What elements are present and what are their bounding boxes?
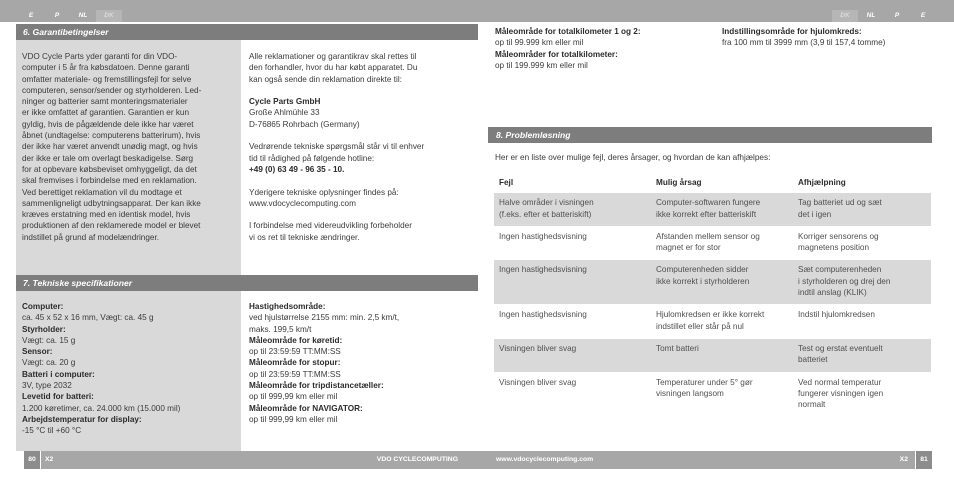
text-line: Afstanden mellem sensor og bbox=[656, 231, 760, 241]
fault-cell bbox=[494, 372, 651, 417]
column-header-fault: Fejl bbox=[499, 178, 514, 187]
cause-cell bbox=[651, 338, 793, 372]
remedy-cell bbox=[793, 338, 931, 372]
brand-name: VDO CYCLECOMPUTING bbox=[376, 456, 458, 463]
fault-cell bbox=[494, 226, 651, 260]
language-tab-dk: DK bbox=[96, 10, 122, 22]
paragraph bbox=[495, 26, 641, 71]
text-line: Tomt batteri bbox=[656, 343, 699, 353]
table-row bbox=[494, 260, 931, 305]
troubleshooting-table bbox=[494, 170, 931, 417]
text-line: Korriger sensorens og bbox=[798, 231, 879, 241]
text-line: ikke korrekt i styrholderen bbox=[656, 276, 750, 286]
text-line: Test og erstat eventuelt bbox=[798, 343, 883, 353]
text-line: 3V, type 2032 bbox=[22, 381, 72, 391]
text-line: kræves erstatning med en identisk model, hvis bbox=[22, 210, 191, 220]
text-line: Visningen bliver svag bbox=[499, 377, 577, 387]
text-line: Ved berettiget reklamation vil du modtage et bbox=[22, 187, 182, 197]
text-line: Temperaturer under 5° gør bbox=[656, 377, 753, 387]
text-line: maks. 199,5 km/t bbox=[249, 324, 312, 334]
fault-cell bbox=[494, 260, 651, 305]
text-line: D-76865 Rohrbach (Germany) bbox=[249, 119, 360, 129]
bold-text-line: Sensor: bbox=[22, 347, 53, 357]
table-row bbox=[494, 372, 931, 417]
text-line: visningen langsom bbox=[656, 388, 724, 398]
troubleshooting-intro: Her er en liste over mulige fejl, deres årsager, og hvordan de kan afhjælpes: bbox=[495, 153, 771, 162]
column-header-cause: Mulig årsag bbox=[656, 178, 702, 187]
text-line: i styrholderen og drej den bbox=[798, 276, 891, 286]
paragraph bbox=[22, 301, 180, 437]
paragraph bbox=[249, 301, 399, 425]
text-line: Yderigere tekniske oplysninger findes på: bbox=[249, 187, 399, 197]
bold-text-line: Styrholder: bbox=[22, 324, 66, 334]
text-line: computer i 5 år fra købsdatoen. Denne garanti bbox=[22, 63, 190, 73]
language-tab-nl: NL bbox=[866, 12, 876, 19]
specifications-column-2 bbox=[249, 301, 399, 425]
text-line: computeren, sensor/sender og styrholderen. Led- bbox=[22, 85, 202, 95]
text-line: Tag batteriet ud og sæt bbox=[798, 198, 882, 208]
text-line: det i igen bbox=[798, 209, 832, 219]
language-tab-dk: DK bbox=[832, 10, 858, 22]
text-line: Vægt: ca. 15 g bbox=[22, 335, 76, 345]
bold-text-line: Måleområde for stopur: bbox=[249, 358, 341, 368]
text-line: Sæt computerenheden bbox=[798, 265, 882, 275]
text-line: Ingen hastighedsvisning bbox=[499, 231, 587, 241]
remedy-cell bbox=[793, 305, 931, 339]
cause-cell bbox=[651, 226, 793, 260]
text-line: kan også sende din reklamation direkte til: bbox=[249, 74, 402, 84]
text-line: magnetens position bbox=[798, 243, 870, 253]
page-number-right: 81 bbox=[915, 451, 932, 469]
text-line: Vedrørende tekniske spørgsmål står vi til enhver bbox=[249, 142, 425, 152]
text-line: indstillet på grund af modelændringer. bbox=[22, 232, 159, 242]
text-line: ca. 45 x 52 x 16 mm, Vægt: ca. 45 g bbox=[22, 313, 154, 323]
text-line: der ikke er tale om overlagt beskadigelse. Sørg bbox=[22, 153, 194, 163]
text-line: op til 999,99 km eller mil bbox=[249, 392, 338, 402]
language-band bbox=[0, 0, 954, 22]
language-tabs-left bbox=[18, 10, 122, 22]
remedy-cell bbox=[793, 226, 931, 260]
language-tab-nl: NL bbox=[78, 12, 88, 19]
bold-text-line: Indstillingsområde for hjulomkreds: bbox=[722, 27, 862, 36]
table-row bbox=[494, 338, 931, 372]
text-line: ved hjulstørrelse 2155 mm: min. 2,5 km/t, bbox=[249, 313, 400, 323]
model-name-left: X2 bbox=[45, 456, 54, 463]
text-line: der ikke har været anvendt unødig magt, og hvis bbox=[22, 142, 198, 152]
text-line: VDO Cycle Parts yder garanti for din VDO- bbox=[22, 52, 178, 61]
remedy-cell bbox=[793, 193, 931, 226]
text-line: sammenligneligt udbytningsapparat. Der kan ikke bbox=[22, 198, 201, 208]
text-line: op til 23:59:59 TT:MM:SS bbox=[249, 369, 341, 379]
column-header-remedy: Afhjælpning bbox=[798, 178, 846, 187]
table-row bbox=[494, 226, 931, 260]
table-body bbox=[494, 193, 931, 417]
text-line: skal fremvises i forbindelse med en reklamation. bbox=[22, 176, 197, 186]
paragraph bbox=[22, 51, 201, 243]
text-line: tid til rådighed på følgende hotline: bbox=[249, 153, 375, 163]
bold-text-line: Computer: bbox=[22, 302, 64, 311]
text-line: Computer-softwaren fungere bbox=[656, 198, 761, 208]
paragraph bbox=[249, 51, 424, 85]
text-line: batteriet bbox=[798, 355, 828, 365]
language-tab-p: P bbox=[894, 12, 900, 19]
fault-cell bbox=[494, 338, 651, 372]
text-line: fungerer visningen igen bbox=[798, 388, 884, 398]
text-line: op til 199.999 km eller mil bbox=[495, 60, 588, 70]
bold-text-line: Cycle Parts GmbH bbox=[249, 97, 321, 107]
text-line: Vægt: ca. 20 g bbox=[22, 358, 76, 368]
table-header bbox=[494, 170, 931, 193]
specifications-column-1 bbox=[22, 301, 180, 437]
paragraph bbox=[722, 26, 885, 49]
text-line: Computerenheden sidder bbox=[656, 265, 749, 275]
text-line: I forbindelse med videreudvikling forbeholder bbox=[249, 221, 412, 231]
warranty-text-column-2 bbox=[249, 51, 424, 243]
text-line: op til 99.999 km eller mil bbox=[495, 38, 584, 48]
table-row bbox=[494, 193, 931, 226]
text-line: indtil anslag (KLIK) bbox=[798, 288, 867, 298]
text-line: ikke korrekt efter batteriskift bbox=[656, 209, 757, 219]
warranty-text-column-1 bbox=[22, 51, 201, 243]
language-tab-e: E bbox=[28, 12, 34, 19]
bold-text-line: Levetid for batteri: bbox=[22, 392, 94, 402]
bold-text-line: Måleområde for NAVIGATOR: bbox=[249, 403, 363, 413]
text-line: Indstil hjulomkredsen bbox=[798, 310, 875, 320]
page-footer bbox=[24, 451, 932, 469]
bold-text-line: Arbejdstemperatur for display: bbox=[22, 414, 142, 424]
text-line: Visningen bliver svag bbox=[499, 343, 577, 353]
section-6-heading: 6. Garantibetingelser bbox=[16, 24, 478, 40]
bold-text-line: Måleområde for totalkilometer 1 og 2: bbox=[495, 27, 641, 36]
bold-text-line: Måleområder for totalkilometer: bbox=[495, 49, 618, 59]
section-7-heading: 7. Tekniske specifikationer bbox=[16, 275, 478, 291]
text-line: Alle reklamationer og garantikrav skal rettes til bbox=[249, 52, 417, 61]
language-tab-p: P bbox=[54, 12, 60, 19]
fault-cell bbox=[494, 305, 651, 339]
text-line: produktionen af den reklamerede model er blevet bbox=[22, 221, 201, 231]
specifications-continued-column-2 bbox=[722, 26, 885, 49]
bold-text-line: +49 (0) 63 49 - 96 35 - 10. bbox=[249, 164, 345, 174]
text-line: op til 999,99 km eller mil bbox=[249, 414, 338, 424]
page-number-left: 80 bbox=[24, 451, 41, 469]
text-line: er ikke omfattet af garantien. Garantien er kun bbox=[22, 108, 190, 118]
cause-cell bbox=[651, 193, 793, 226]
cause-cell bbox=[651, 305, 793, 339]
paragraph bbox=[249, 96, 424, 130]
text-line: ninger og batterier samt monteringsmaterialer bbox=[22, 97, 188, 107]
text-line: gyldig, hvis de pågældende dele ikke har været bbox=[22, 119, 194, 129]
remedy-cell bbox=[793, 260, 931, 305]
text-line: vi os ret til tekniske ændringer. bbox=[249, 232, 360, 242]
text-line: 1.200 køretimer, ca. 24.000 km (15.000 mil) bbox=[22, 403, 181, 413]
text-line: Ingen hastighedsvisning bbox=[499, 310, 587, 320]
text-line: Halve områder i visningen bbox=[499, 198, 594, 208]
website-url: www.vdocyclecomputing.com bbox=[496, 456, 594, 463]
specifications-continued-column-1 bbox=[495, 26, 641, 71]
bold-text-line: Måleområde for køretid: bbox=[249, 335, 343, 345]
section-8-heading: 8. Problemløsning bbox=[488, 127, 932, 143]
text-line: Hjulomkredsen er ikke korrekt bbox=[656, 310, 765, 320]
text-line: for at opbevare købsbeviset omhyggeligt, da det bbox=[22, 164, 197, 174]
model-name-right: X2 bbox=[899, 456, 908, 463]
fault-cell bbox=[494, 193, 651, 226]
bold-text-line: Hastighedsområde: bbox=[249, 302, 326, 311]
text-line: omfatter materiale- og fremstillingsfejl for selve bbox=[22, 74, 192, 84]
bold-text-line: Måleområde for tripdistancetæller: bbox=[249, 381, 384, 391]
cause-cell bbox=[651, 260, 793, 305]
text-line: magnet er for stor bbox=[656, 243, 721, 253]
text-line: den forhandler, hvor du har købt apparatet. Du bbox=[249, 63, 418, 73]
remedy-cell bbox=[793, 372, 931, 417]
paragraph bbox=[249, 141, 424, 175]
text-line: Ingen hastighedsvisning bbox=[499, 265, 587, 275]
language-tab-e: E bbox=[920, 12, 926, 19]
text-line: Große Ahlmühle 33 bbox=[249, 108, 320, 118]
text-line: (f.eks. efter et batteriskift) bbox=[499, 209, 592, 219]
text-line: normalt bbox=[798, 400, 826, 410]
text-line: åbnet (undtagelse: computerens batterirum), hvis bbox=[22, 131, 201, 141]
table-row bbox=[494, 305, 931, 339]
text-line: Ved normal temperatur bbox=[798, 377, 882, 387]
text-line: op til 23:59:59 TT:MM:SS bbox=[249, 347, 341, 357]
bold-text-line: Batteri i computer: bbox=[22, 369, 95, 379]
paragraph bbox=[249, 220, 424, 243]
text-line: indstillet eller står på nul bbox=[656, 321, 744, 331]
text-line: www.vdocyclecomputing.com bbox=[249, 198, 356, 208]
text-line: fra 100 mm til 3999 mm (3,9 til 157,4 tomme) bbox=[722, 38, 886, 48]
table-header-row bbox=[494, 170, 931, 193]
text-line: -15 °C til +60 °C bbox=[22, 426, 82, 436]
paragraph bbox=[249, 187, 424, 210]
cause-cell bbox=[651, 372, 793, 417]
language-tabs-right bbox=[832, 10, 936, 22]
